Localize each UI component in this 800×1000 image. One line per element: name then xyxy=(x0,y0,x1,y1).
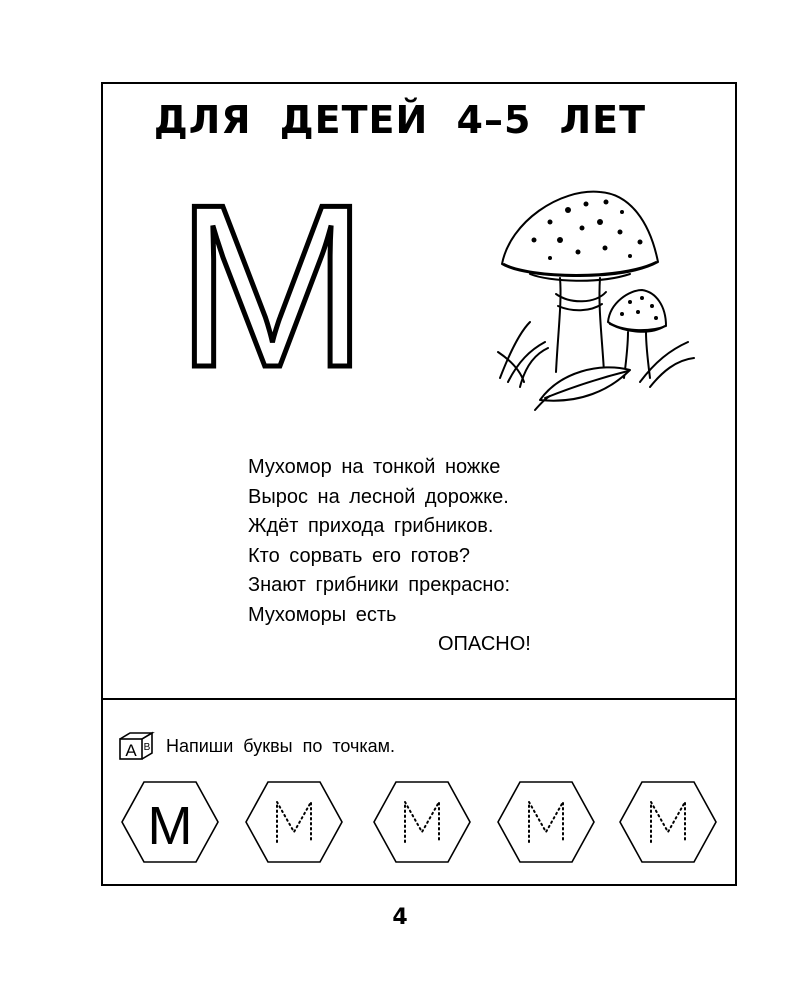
page-title: ДЛЯ ДЕТЕЙ 4–5 ЛЕТ xyxy=(153,98,647,142)
big-outline-letter xyxy=(164,196,380,376)
poem-line: Кто сорвать его готов? xyxy=(248,544,470,567)
poem xyxy=(248,453,628,660)
svg-text:B: B xyxy=(143,742,151,753)
poem-line: Мухоморы есть xyxy=(248,603,397,626)
page-number: 4 xyxy=(392,905,408,930)
poem-line: Знают грибники прекрасно: xyxy=(248,574,511,596)
poem-line: Ждёт прихода грибников. xyxy=(248,515,494,537)
svg-text:A: A xyxy=(125,741,137,760)
abc-cube-icon xyxy=(118,731,158,761)
tracing-row xyxy=(120,780,720,864)
poem-line: Мухомор на тонкой ножке xyxy=(248,456,501,478)
task-text: Напиши буквы по точкам. xyxy=(166,735,396,756)
mushroom-illustration xyxy=(490,182,700,412)
tracing-hexagon[interactable] xyxy=(496,780,596,864)
sample-letter-hexagon xyxy=(120,780,220,864)
tracing-hexagon[interactable] xyxy=(244,780,344,864)
sample-letter: М xyxy=(147,796,193,856)
section-divider xyxy=(103,698,735,700)
big-letter-text: М xyxy=(175,196,369,376)
tracing-hexagon[interactable] xyxy=(618,780,718,864)
poem-line: ОПАСНО! xyxy=(438,633,531,655)
tracing-hexagon[interactable] xyxy=(372,780,472,864)
task-instruction xyxy=(118,732,395,760)
poem-line: Вырос на лесной дорожке. xyxy=(248,485,509,508)
